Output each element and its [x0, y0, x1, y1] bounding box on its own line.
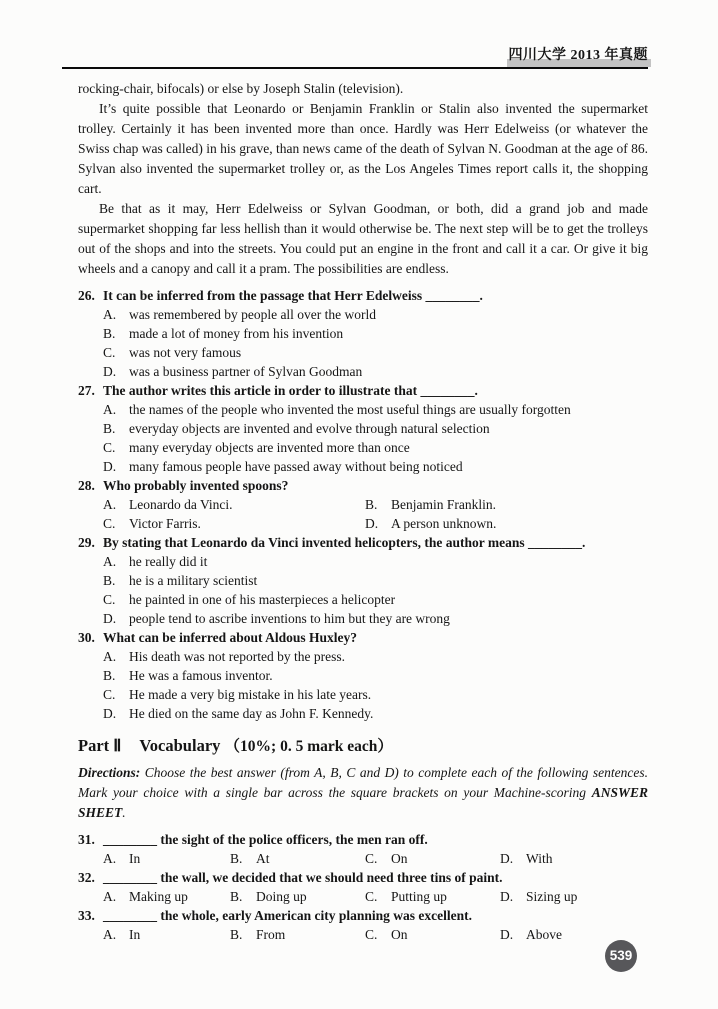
question-32-stem: [78, 868, 648, 887]
question-stem-text: Who probably invented spoons?: [103, 478, 289, 493]
question-stem-text: ________ the sight of the police officers, the men ran off.: [103, 832, 428, 847]
option-30-b: B. He was a famous inventor.: [103, 668, 273, 683]
option-27-d: D. many famous people have passed away without being noticed: [103, 459, 463, 474]
question-30-options: [78, 647, 648, 723]
option-28-b: B. Benjamin Franklin.: [365, 497, 496, 512]
page-number-badge: 539: [605, 940, 637, 972]
question-stem-text: What can be inferred about Aldous Huxley?: [103, 630, 358, 645]
option-27-c: C. many everyday objects are invented more than once: [103, 440, 410, 455]
question-number: 26.: [78, 288, 95, 303]
option-29-d: D. people tend to ascribe inventions to him but they are wrong: [103, 611, 450, 626]
question-stem-text: The author writes this article in order to illustrate that ________.: [103, 383, 478, 398]
question-number: 28.: [78, 478, 95, 493]
option-31-d: D. With: [500, 851, 553, 866]
question-number: 31.: [78, 832, 95, 847]
question-number: 32.: [78, 870, 95, 885]
question-33-options: [78, 925, 648, 944]
option-28-d: D. A person unknown.: [365, 516, 497, 531]
question-29-stem: [78, 533, 648, 552]
option-32-c: C. Putting up: [365, 889, 447, 904]
question-stem-text: ________ the wall, we decided that we should need three tins of paint.: [103, 870, 503, 885]
option-28-c: C. Victor Farris.: [103, 516, 201, 531]
option-33-b: B. From: [230, 927, 286, 942]
question-28: [78, 476, 648, 533]
question-26-options: [78, 305, 648, 381]
question-31-stem: [78, 830, 648, 849]
passage-paragraph-2: It’s quite possible that Leonardo or Benjamin Franklin or Stalin also invented the supermarket trolley. Certainly it has been invented more than once. Hardly was Herr Edelweiss (or whatever the Swiss chap was called) in his grave, than news came of the death of Sylvan N. Goodman at the age of 86. Sylvan also invented the supermarket trolley or, as the Los Angeles Times report calls it, the shopping cart.: [78, 101, 648, 196]
question-26-stem: [78, 286, 648, 305]
question-31: [78, 830, 648, 868]
part2-directions: [78, 763, 648, 823]
option-26-d: D. was a business partner of Sylvan Goodman: [103, 364, 363, 379]
page-header-title: 四川大学 2013 年真题: [508, 48, 648, 63]
question-27-options: [78, 400, 648, 476]
question-stem-text: It can be inferred from the passage that Herr Edelweiss ________.: [103, 288, 483, 303]
option-26-c: C. was not very famous: [103, 345, 242, 360]
question-32: [78, 868, 648, 906]
question-stem-text: ________ the whole, early American city planning was excellent.: [103, 908, 472, 923]
option-27-b: B. everyday objects are invented and evolve through natural selection: [103, 421, 490, 436]
option-27-a: A. the names of the people who invented the most useful things are usually forgotten: [103, 402, 571, 417]
option-28-a: A. Leonardo da Vinci.: [103, 497, 233, 512]
directions-label: Directions:: [78, 765, 141, 780]
question-30-stem: [78, 628, 648, 647]
question-29-options: [78, 552, 648, 628]
option-30-d: D. He died on the same day as John F. Kennedy.: [103, 706, 374, 721]
passage-paragraph-3: Be that as it may, Herr Edelweiss or Sylvan Goodman, or both, did a grand job and made supermarket shopping far less hellish than it would otherwise be. The next step will be to get the trolleys out of the shops and into the streets. You could put an engine in the front and call it a car. Or give it big wheels and a canopy and call it a pram. The possibilities are endless.: [78, 201, 648, 276]
option-33-c: C. On: [365, 927, 408, 942]
option-31-c: C. On: [365, 851, 408, 866]
question-number: 27.: [78, 383, 95, 398]
question-number: 33.: [78, 908, 95, 923]
question-28-stem: [78, 476, 648, 495]
question-26: [78, 286, 648, 381]
option-30-a: A. His death was not reported by the press.: [103, 649, 345, 664]
question-32-options: [78, 887, 648, 906]
question-29: [78, 533, 648, 628]
question-27: [78, 381, 648, 476]
question-33: [78, 906, 648, 944]
question-31-options: [78, 849, 648, 868]
option-32-a: A. Making up: [103, 889, 188, 904]
part2-note: （10%; 0. 5 mark each）: [224, 738, 393, 755]
question-stem-text: By stating that Leonardo da Vinci invented helicopters, the author means ________.: [103, 535, 586, 550]
directions-tail: .: [122, 805, 126, 820]
page-header: [62, 44, 648, 69]
option-29-b: B. he is a military scientist: [103, 573, 258, 588]
passage-paragraph-1: rocking-chair, bifocals) or else by Joseph Stalin (television).: [78, 81, 404, 96]
question-number: 29.: [78, 535, 95, 550]
directions-body: Choose the best answer (from A, B, C and D) to complete each of the following sentences. Mark your choice with a single bar across the square brackets on your Machine-scoring: [78, 765, 648, 800]
option-30-c: C. He made a very big mistake in his late years.: [103, 687, 372, 702]
question-27-stem: [78, 381, 648, 400]
option-29-a: A. he really did it: [103, 554, 208, 569]
question-28-options: [78, 495, 648, 533]
option-26-a: A. was remembered by people all over the world: [103, 307, 377, 322]
question-number: 30.: [78, 630, 95, 645]
option-31-b: B. At: [230, 851, 270, 866]
page-body: [78, 79, 648, 944]
part2-label: Part Ⅱ: [78, 736, 122, 755]
option-29-c: C. he painted in one of his masterpieces a helicopter: [103, 592, 396, 607]
part2-heading: [78, 734, 648, 759]
option-32-b: B. Doing up: [230, 889, 307, 904]
option-26-b: B. made a lot of money from his invention: [103, 326, 344, 341]
option-33-d: D. Above: [500, 927, 562, 942]
question-33-stem: [78, 906, 648, 925]
option-33-a: A. In: [103, 927, 141, 942]
option-32-d: D. Sizing up: [500, 889, 578, 904]
option-31-a: A. In: [103, 851, 141, 866]
directions-answer-sheet: ANSWER SHEET: [78, 785, 648, 820]
part2-title: Vocabulary: [139, 736, 221, 755]
question-30: [78, 628, 648, 723]
